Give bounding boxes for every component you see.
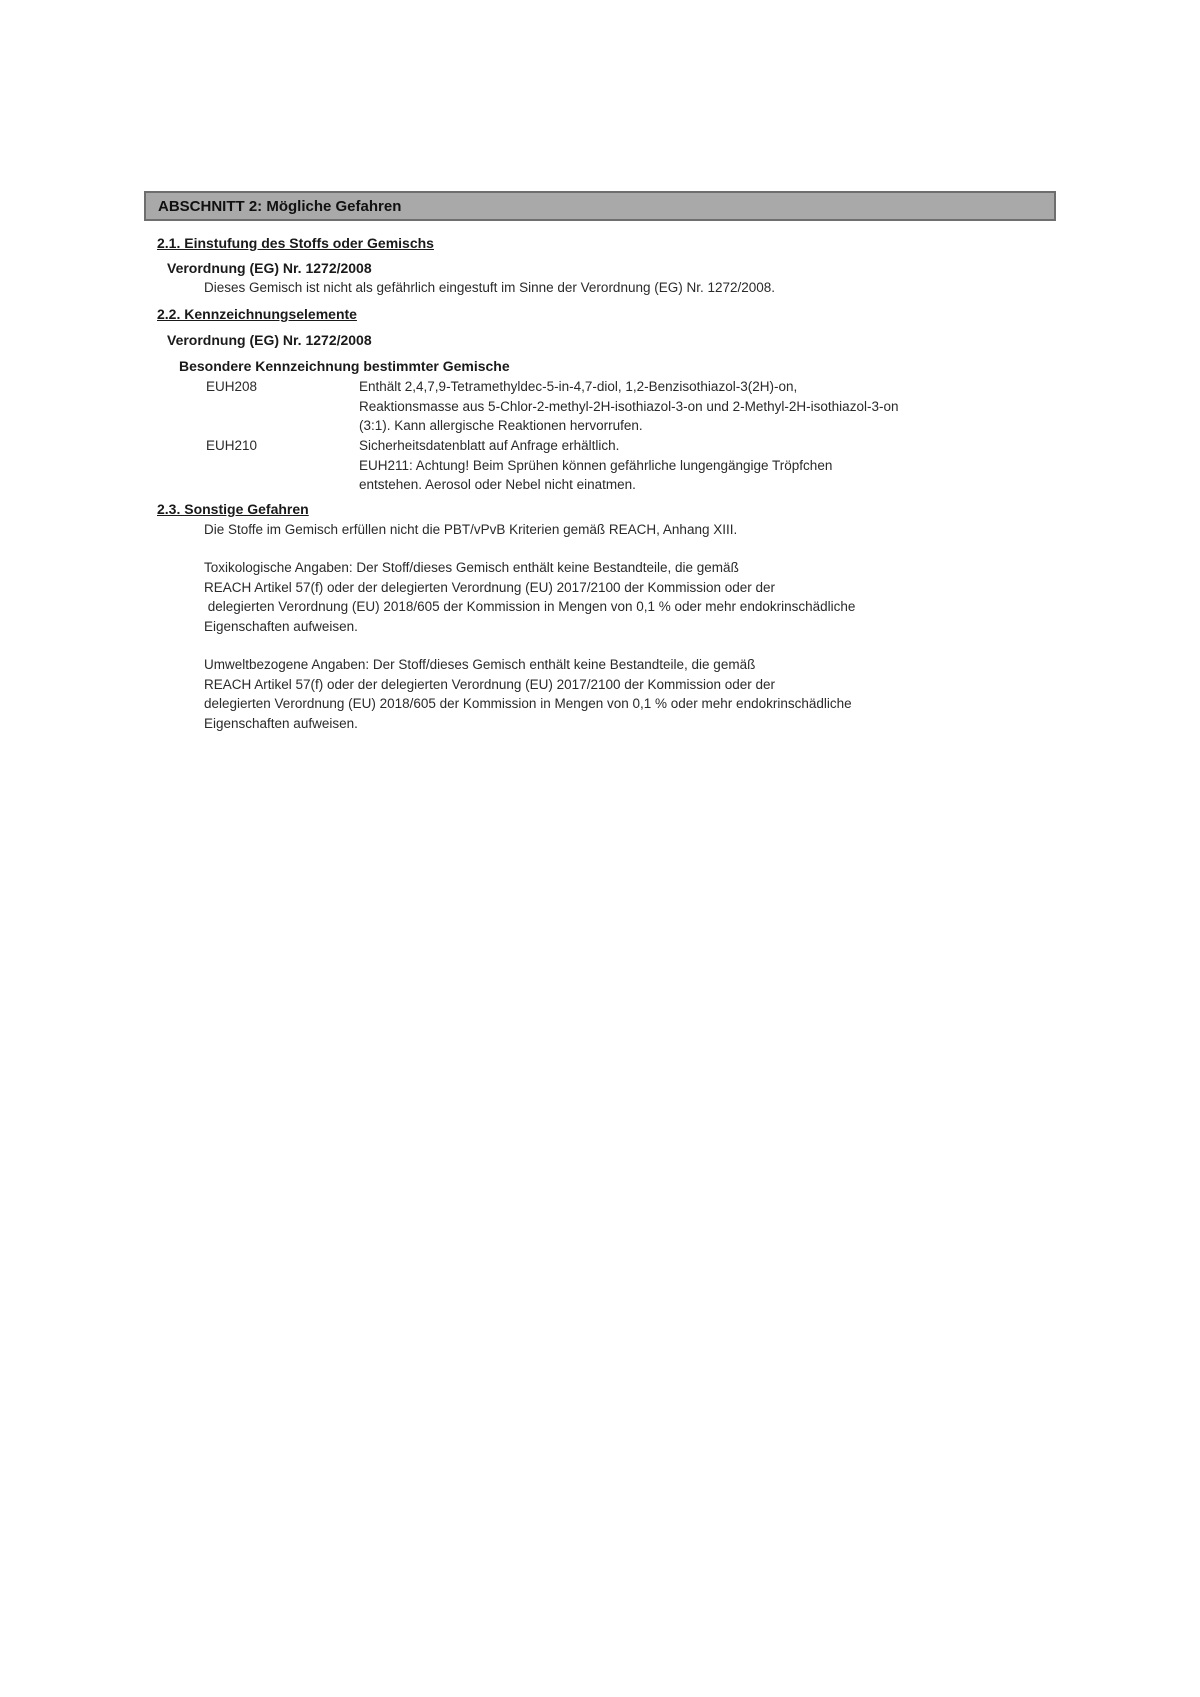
subsection-heading-2-3: 2.3. Sonstige Gefahren [157, 501, 309, 517]
section-title: ABSCHNITT 2: Mögliche Gefahren [158, 198, 402, 215]
hazard-statement-line: Sicherheitsdatenblatt auf Anfrage erhältlich. [359, 438, 620, 453]
pbt-text: Die Stoffe im Gemisch erfüllen nicht die PBT/vPvB Kriterien gemäß REACH, Anhang XIII. [204, 522, 738, 537]
hazard-code: EUH208 [206, 379, 258, 394]
hazard-statement-line: (3:1). Kann allergische Reaktionen hervorrufen. [359, 418, 643, 433]
tox-text-line: REACH Artikel 57(f) oder der delegierten Verordnung (EU) 2017/2100 der Kommission oder der [204, 580, 776, 595]
tox-text-line: delegierten Verordnung (EU) 2018/605 der Kommission in Mengen von 0,1 % oder mehr endokrinschädliche [204, 599, 856, 614]
hazard-statement-line: Enthält 2,4,7,9-Tetramethyldec-5-in-4,7-diol, 1,2-Benzisothiazol-3(2H)-on, [359, 379, 798, 394]
hazard-statement-line: Reaktionsmasse aus 5-Chlor-2-methyl-2H-isothiazol-3-on und 2-Methyl-2H-isothiazol-3-on [359, 399, 899, 414]
regulation-label-2-1: Verordnung (EG) Nr. 1272/2008 [167, 260, 372, 276]
env-text-line: delegierten Verordnung (EU) 2018/605 der Kommission in Mengen von 0,1 % oder mehr endokrinschädliche [204, 696, 852, 711]
subsection-heading-2-1: 2.1. Einstufung des Stoffs oder Gemischs [157, 235, 434, 251]
env-text-line: REACH Artikel 57(f) oder der delegierten Verordnung (EU) 2017/2100 der Kommission oder der [204, 677, 776, 692]
special-labelling-heading: Besondere Kennzeichnung bestimmter Gemische [179, 358, 510, 374]
regulation-label-2-2: Verordnung (EG) Nr. 1272/2008 [167, 332, 372, 348]
tox-text-line: Toxikologische Angaben: Der Stoff/dieses Gemisch enthält keine Bestandteile, die gemäß [204, 560, 739, 575]
hazard-statement-line: EUH211: Achtung! Beim Sprühen können gefährliche lungengängige Tröpfchen [359, 458, 833, 473]
section-header [144, 191, 1056, 221]
env-text-line: Umweltbezogene Angaben: Der Stoff/dieses Gemisch enthält keine Bestandteile, die gemäß [204, 657, 756, 672]
hazard-code: EUH210 [206, 438, 258, 453]
env-text-line: Eigenschaften aufweisen. [204, 716, 358, 731]
classification-text: Dieses Gemisch ist nicht als gefährlich eingestuft im Sinne der Verordnung (EG) Nr. 1272/2008. [204, 280, 776, 295]
tox-text-line: Eigenschaften aufweisen. [204, 619, 358, 634]
hazard-statement-line: entstehen. Aerosol oder Nebel nicht einatmen. [359, 477, 636, 492]
subsection-heading-2-2: 2.2. Kennzeichnungselemente [157, 306, 357, 322]
